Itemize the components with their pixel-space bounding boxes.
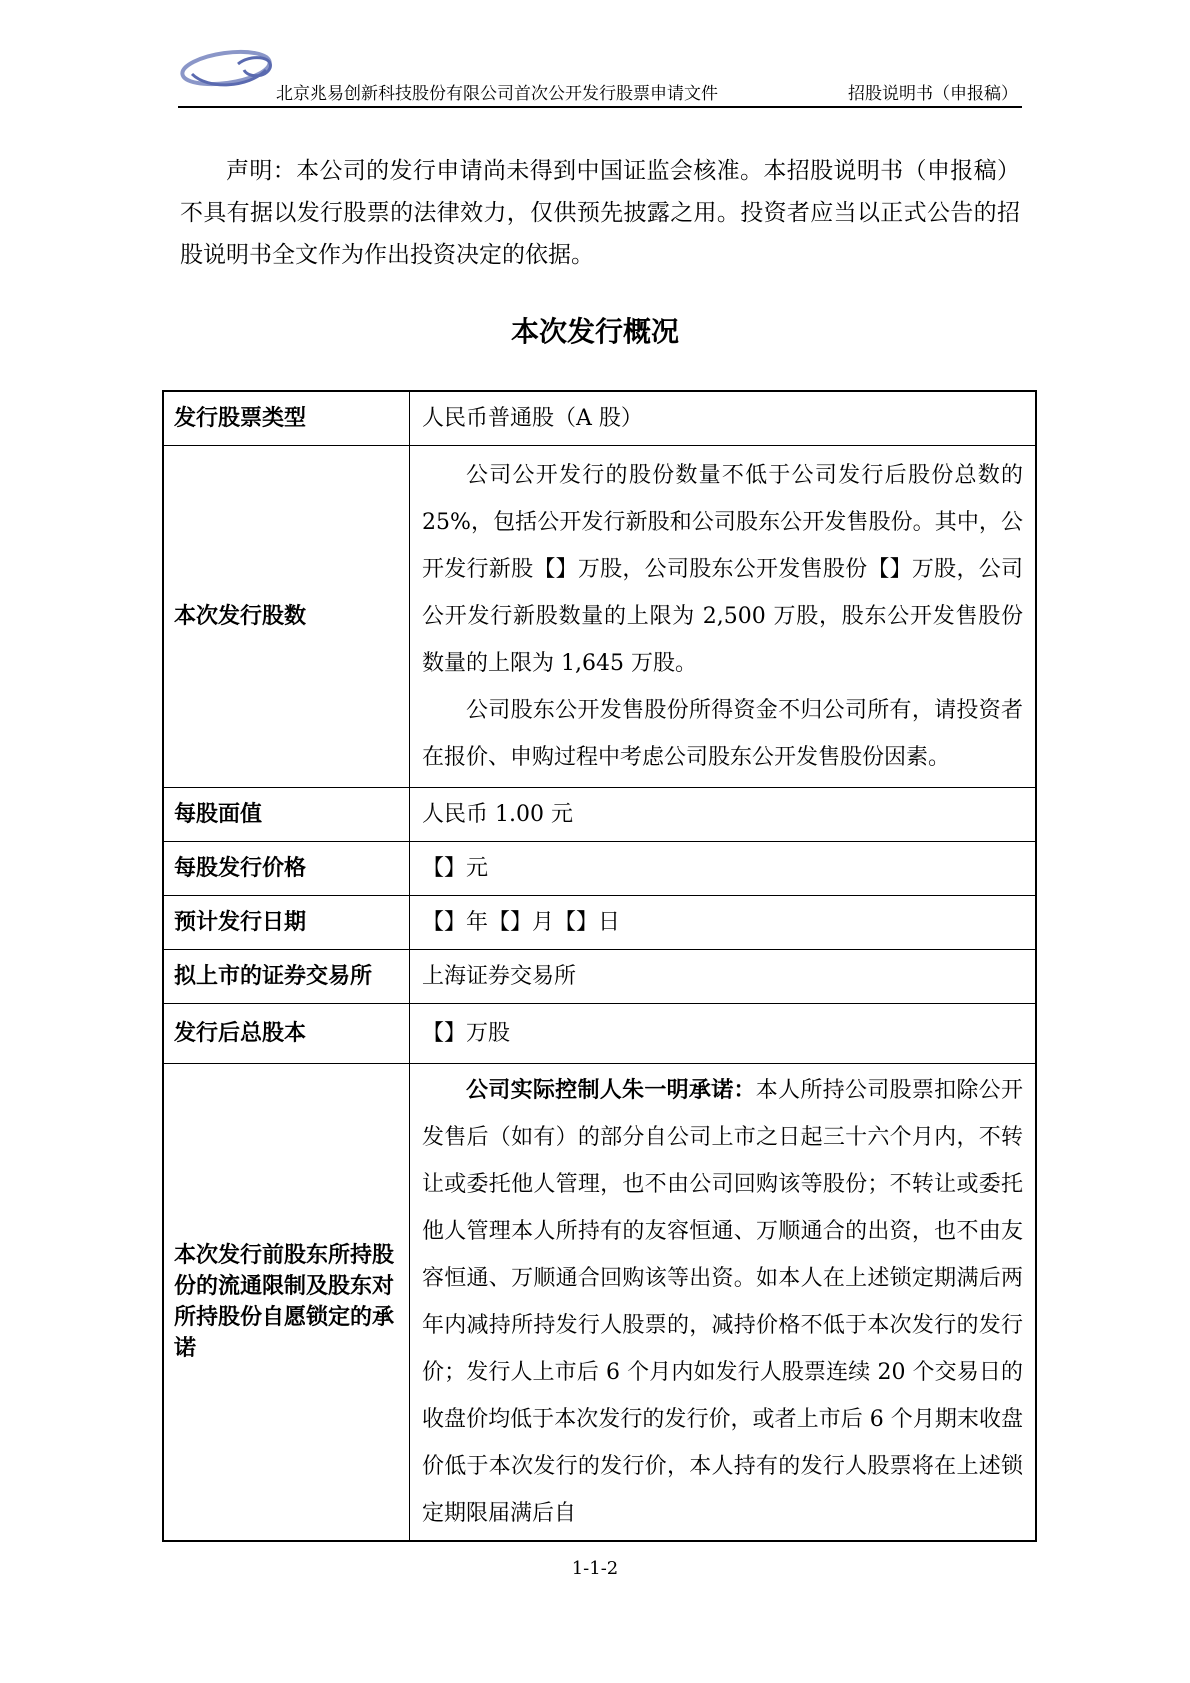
table-row bbox=[163, 841, 1036, 895]
row-value bbox=[410, 1063, 1037, 1541]
row-label: 本次发行股数 bbox=[163, 445, 410, 787]
row-label: 每股发行价格 bbox=[163, 841, 410, 895]
page-number: 1-1-2 bbox=[571, 1558, 619, 1579]
lockup-commitment-paragraph bbox=[422, 1067, 1023, 1537]
issue-date-value: 【】年【】月【】日 bbox=[422, 909, 621, 935]
row-value bbox=[410, 445, 1037, 787]
table-row bbox=[163, 787, 1036, 841]
company-swirl-logo bbox=[178, 44, 288, 102]
row-value bbox=[410, 787, 1037, 841]
row-label: 发行后总股本 bbox=[163, 1003, 410, 1063]
par-value: 人民币 1.00 元 bbox=[422, 801, 573, 827]
share-count-paragraph: 公司股东公开发售股份所得资金不归公司所有，请投资者在报价、申购过程中考虑公司股东公开发售股份因素。 bbox=[422, 697, 1023, 770]
table-row bbox=[163, 1003, 1036, 1063]
page-title: 本次发行概况 bbox=[510, 315, 679, 348]
table-row bbox=[163, 1063, 1036, 1541]
table-row bbox=[163, 895, 1036, 949]
row-value bbox=[410, 895, 1037, 949]
exchange-value: 上海证券交易所 bbox=[422, 963, 577, 989]
disclaimer-statement: 声明：本公司的发行申请尚未得到中国证监会核准。本招股说明书（申报稿）不具有据以发行股票的法律效力，仅供预先披露之用。投资者应当以正式公告的招股说明书全文作为作出投资决定的依据。 bbox=[180, 158, 1020, 268]
row-value bbox=[410, 949, 1037, 1003]
table-row bbox=[163, 949, 1036, 1003]
total-shares-value: 【】万股 bbox=[422, 1020, 511, 1046]
share-count-paragraph: 公司公开发行的股份数量不低于公司发行后股份总数的 25%，包括公开发行新股和公司股东公开发售股份。其中，公开发行新股【】万股，公司股东公开发售股份【】万股，公司公开发行新股数量的上限为 2,500 万股，股东公开发售股份数量的上限为 1,645 万股。 bbox=[422, 462, 1023, 676]
row-value bbox=[410, 841, 1037, 895]
row-value bbox=[410, 1003, 1037, 1063]
row-label: 每股面值 bbox=[163, 787, 410, 841]
header-document-type: 招股说明书（申报稿） bbox=[848, 84, 1018, 104]
lockup-commitment-lead: 公司实际控制人朱一明承诺： bbox=[466, 1077, 756, 1103]
header-divider bbox=[178, 106, 1022, 108]
row-label: 发行股票类型 bbox=[163, 391, 410, 445]
issue-price-value: 【】元 bbox=[422, 855, 489, 881]
stock-type-value: 人民币普通股（A 股） bbox=[422, 405, 643, 431]
header-company-title: 北京兆易创新科技股份有限公司首次公开发行股票申请文件 bbox=[276, 84, 718, 104]
row-label: 预计发行日期 bbox=[163, 895, 410, 949]
table-row bbox=[163, 445, 1036, 787]
row-label: 拟上市的证券交易所 bbox=[163, 949, 410, 1003]
table-row bbox=[163, 391, 1036, 445]
page-header bbox=[178, 44, 1022, 108]
lockup-commitment-text: 本人所持公司股票扣除公开发售后（如有）的部分自公司上市之日起三十六个月内，不转让或委托他人管理，也不由公司回购该等股份；不转让或委托他人管理本人所持有的友容恒通、万顺通合的出资，也不由友容恒通、万顺通合回购该等出资。如本人在上述锁定期满后两年内减持所持发行人股票的，减持价格不低于本次发行的发行价；发行人上市后 6 个月内如发行人股票连续 20 个交易日的收盘价均低于本次发行的发行价，或者上市后 6 个月期末收盘价低于本次发行的发行价，本人持有的发行人股票将在上述锁定期限届满后自 bbox=[422, 1077, 1023, 1526]
row-label: 本次发行前股东所持股份的流通限制及股东对所持股份自愿锁定的承诺 bbox=[163, 1063, 410, 1541]
row-value bbox=[410, 391, 1037, 445]
offering-overview-table bbox=[162, 390, 1037, 1542]
